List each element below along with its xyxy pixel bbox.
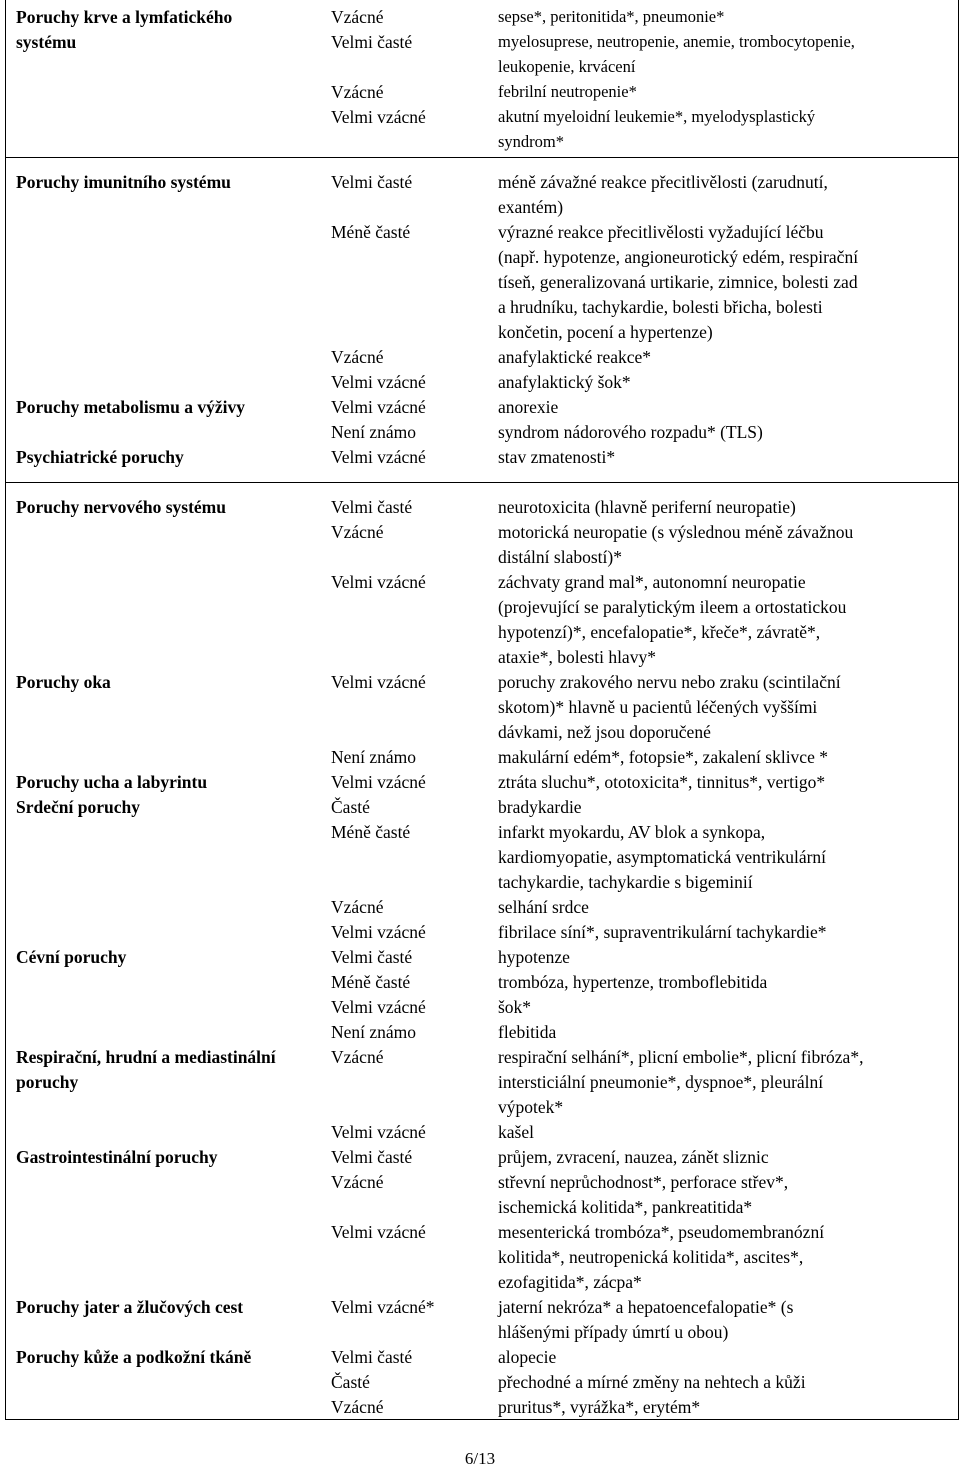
frequency-label: Méně časté: [331, 222, 411, 242]
frequency-label: Velmi vzácné: [331, 372, 426, 392]
frequency-label: Velmi vzácné: [331, 572, 426, 592]
effect-text: bradykardie: [498, 797, 582, 817]
effect-text: flebitida: [498, 1022, 557, 1042]
effect-text: selhání srdce: [498, 897, 589, 917]
frequency-label: Velmi vzácné: [331, 1122, 426, 1142]
effect-text: syndrom nádorového rozpadu* (TLS): [498, 422, 763, 442]
effect-text: střevní neprůchodnost*, perforace střev*,: [498, 1172, 789, 1192]
frequency-label: Velmi časté: [331, 497, 413, 517]
category-label: Poruchy nervového systému: [16, 497, 226, 517]
effect-text: výrazné reakce přecitlivělosti vyžadující léčbu: [498, 222, 824, 242]
page-number: 6/13: [464, 1449, 496, 1468]
effect-text: hypotenzí)*, encefalopatie*, křeče*, závratě*,: [498, 622, 821, 642]
frequency-label: Velmi časté: [331, 32, 413, 52]
frequency-label: Vzácné: [331, 522, 384, 542]
frequency-label: Velmi časté: [331, 172, 413, 192]
effect-text: anafylaktický šok*: [498, 372, 631, 392]
effect-text: skotom)* hlavně u pacientů léčených vyššími: [498, 697, 818, 717]
effect-text: exantém): [498, 197, 564, 217]
frequency-label: Velmi vzácné: [331, 397, 426, 417]
frequency-label: Vzácné: [331, 82, 384, 102]
frequency-label: Velmi vzácné*: [331, 1297, 435, 1317]
effect-text: končetin, pocení a hypertenze): [498, 322, 713, 342]
frequency-label: Méně časté: [331, 822, 411, 842]
effect-text: neurotoxicita (hlavně periferní neuropatie): [498, 497, 796, 517]
frequency-label: Velmi vzácné: [331, 672, 426, 692]
effect-text: ataxie*, bolesti hlavy*: [498, 647, 656, 667]
effect-text: výpotek*: [498, 1097, 564, 1117]
table-divider: [6, 482, 958, 483]
effect-text: infarkt myokardu, AV blok a synkopa,: [498, 822, 766, 842]
category-label: Poruchy oka: [16, 672, 111, 692]
frequency-label: Není známo: [331, 422, 417, 442]
effect-text: anorexie: [498, 397, 559, 417]
frequency-label: Velmi časté: [331, 1147, 413, 1167]
category-label: Respirační, hrudní a mediastinální: [16, 1047, 276, 1067]
effect-text: febrilní neutropenie*: [498, 82, 637, 101]
effect-text: ezofagitida*, zácpa*: [498, 1272, 642, 1292]
frequency-label: Velmi časté: [331, 1347, 413, 1367]
frequency-label: Není známo: [331, 747, 417, 767]
effect-text: tíseň, generalizovaná urtikarie, zimnice, bolesti zad: [498, 272, 858, 292]
effect-text: pruritus*, vyrážka*, erytém*: [498, 1397, 701, 1417]
frequency-label: Velmi vzácné: [331, 772, 426, 792]
effect-text: trombóza, hypertenze, tromboflebitida: [498, 972, 768, 992]
effect-text: hypotenze: [498, 947, 570, 967]
effect-text: myelosuprese, neutropenie, anemie, trombocytopenie,: [498, 32, 855, 51]
effect-text: záchvaty grand mal*, autonomní neuropatie: [498, 572, 806, 592]
effect-text: méně závažné reakce přecitlivělosti (zarudnutí,: [498, 172, 828, 192]
effect-text: jaterní nekróza* a hepatoencefalopatie* (s: [498, 1297, 794, 1317]
category-label: Cévní poruchy: [16, 947, 127, 967]
frequency-label: Vzácné: [331, 347, 384, 367]
category-label: Poruchy ucha a labyrintu: [16, 772, 208, 792]
frequency-label: Velmi vzácné: [331, 1222, 426, 1242]
frequency-label: Není známo: [331, 1022, 417, 1042]
frequency-label: Časté: [331, 1372, 370, 1392]
effect-text: kardiomyopatie, asymptomatická ventrikulární: [498, 847, 827, 867]
effect-text: motorická neuropatie (s výslednou méně závažnou: [498, 522, 854, 542]
category-label: Poruchy imunitního systému: [16, 172, 231, 192]
effect-text: respirační selhání*, plicní embolie*, plicní fibróza*,: [498, 1047, 864, 1067]
adverse-effects-table: [5, 0, 959, 1420]
effect-text: ztráta sluchu*, ototoxicita*, tinnitus*, vertigo*: [498, 772, 826, 792]
category-label: Srdeční poruchy: [16, 797, 140, 817]
frequency-label: Vzácné: [331, 1172, 384, 1192]
effect-text: a hrudníku, tachykardie, bolesti břicha, bolesti: [498, 297, 823, 317]
effect-text: ischemická kolitida*, pankreatitida*: [498, 1197, 753, 1217]
category-label: systému: [16, 32, 77, 52]
category-label: Poruchy metabolismu a výživy: [16, 397, 245, 417]
effect-text: distální slabostí)*: [498, 547, 622, 567]
effect-text: dávkami, než jsou doporučené: [498, 722, 711, 742]
effect-text: mesenterická trombóza*, pseudomembranózní: [498, 1222, 825, 1242]
frequency-label: Časté: [331, 797, 370, 817]
effect-text: intersticiální pneumonie*, dyspnoe*, pleurální: [498, 1072, 824, 1092]
category-label: Poruchy krve a lymfatického: [16, 7, 233, 27]
effect-text: přechodné a mírné změny na nehtech a kůži: [498, 1372, 806, 1392]
effect-text: poruchy zrakového nervu nebo zraku (scintilační: [498, 672, 841, 692]
frequency-label: Velmi vzácné: [331, 107, 426, 127]
effect-text: kolitida*, neutropenická kolitida*, ascites*,: [498, 1247, 804, 1267]
effect-text: (projevující se paralytickým ileem a ortostatickou: [498, 597, 847, 617]
effect-text: průjem, zvracení, nauzea, zánět sliznic: [498, 1147, 769, 1167]
effect-text: syndrom*: [498, 132, 564, 151]
effect-text: makulární edém*, fotopsie*, zakalení sklivce *: [498, 747, 828, 767]
effect-text: leukopenie, krvácení: [498, 57, 636, 76]
frequency-label: Velmi vzácné: [331, 922, 426, 942]
frequency-label: Velmi časté: [331, 947, 413, 967]
effect-text: tachykardie, tachykardie s bigeminií: [498, 872, 753, 892]
effect-text: fibrilace síní*, supraventrikulární tachykardie*: [498, 922, 827, 942]
effect-text: šok*: [498, 997, 532, 1017]
category-label: poruchy: [16, 1072, 79, 1092]
effect-text: anafylaktické reakce*: [498, 347, 652, 367]
category-label: Poruchy jater a žlučových cest: [16, 1297, 244, 1317]
frequency-label: Vzácné: [331, 7, 384, 27]
category-label: Psychiatrické poruchy: [16, 447, 184, 467]
frequency-label: Vzácné: [331, 897, 384, 917]
effect-text: akutní myeloidní leukemie*, myelodysplastický: [498, 107, 816, 126]
table-divider: [6, 157, 958, 158]
effect-text: (např. hypotenze, angioneurotický edém, respirační: [498, 247, 859, 267]
category-label: Gastrointestinální poruchy: [16, 1147, 218, 1167]
frequency-label: Méně časté: [331, 972, 411, 992]
frequency-label: Velmi vzácné: [331, 447, 426, 467]
effect-text: stav zmatenosti*: [498, 447, 616, 467]
effect-text: hlášenými případy úmrtí u obou): [498, 1322, 729, 1342]
effect-text: alopecie: [498, 1347, 557, 1367]
frequency-label: Velmi vzácné: [331, 997, 426, 1017]
category-label: Poruchy kůže a podkožní tkáně: [16, 1347, 252, 1367]
frequency-label: Vzácné: [331, 1047, 384, 1067]
effect-text: sepse*, peritonitida*, pneumonie*: [498, 7, 725, 26]
effect-text: kašel: [498, 1122, 534, 1142]
frequency-label: Vzácné: [331, 1397, 384, 1417]
